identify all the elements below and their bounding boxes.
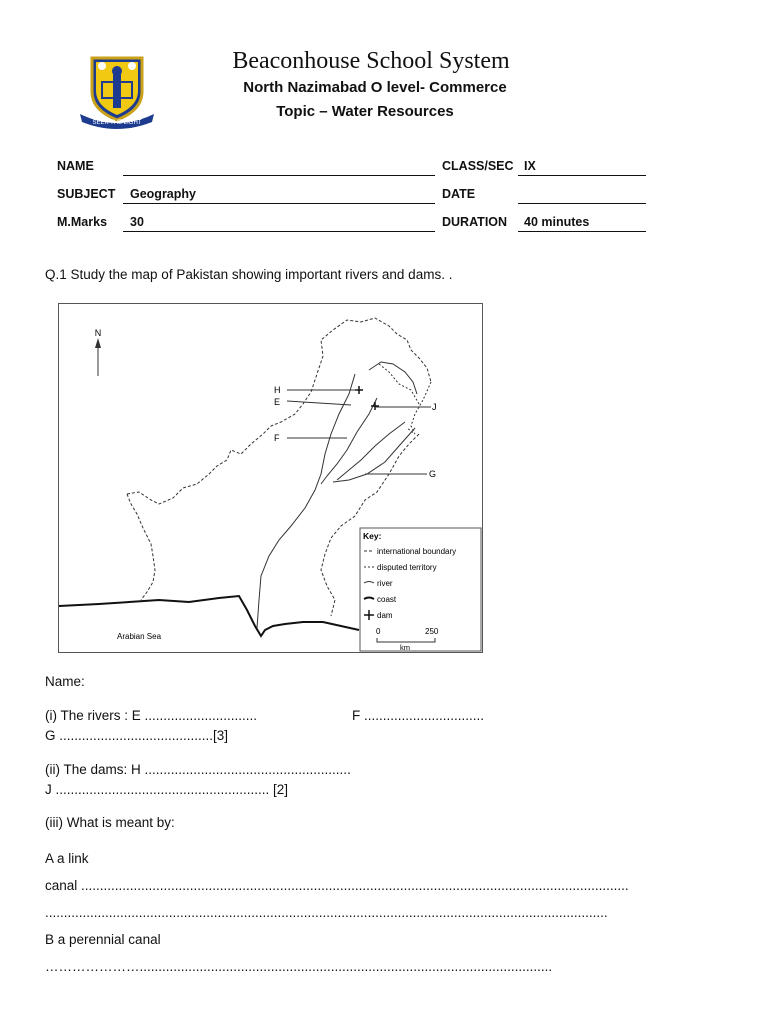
link-canal-answer[interactable]: canal .................................................................................................................................................. [45, 878, 629, 893]
campus-title: North Nazimabad O level- Commerce [243, 79, 507, 96]
link-canal-label: A a link [45, 851, 89, 866]
scale-250: 250 [425, 627, 439, 636]
school-name: Beaconhouse School System [232, 48, 510, 74]
class-field-line[interactable] [518, 175, 646, 176]
map-label-f: F [274, 433, 280, 443]
scale-unit: km [400, 643, 410, 652]
subject-value: Geography [130, 187, 196, 201]
name-prompt: Name: [45, 674, 85, 689]
key-item-0: international boundary [377, 547, 457, 556]
dams-line-2: J ......................................................... [2] [45, 782, 289, 797]
subject-label: SUBJECT [57, 187, 116, 201]
date-label: DATE [442, 187, 476, 201]
date-field-line[interactable] [518, 203, 646, 204]
question-1: Q.1 Study the map of Pakistan showing important rivers and dams. . [45, 267, 453, 282]
key-item-1: disputed territory [377, 563, 437, 572]
duration-value: 40 minutes [524, 215, 590, 229]
rivers-line-1b: F ................................ [352, 708, 485, 723]
map-label-h: H [274, 385, 281, 395]
rivers-line-2: G .........................................[3] [45, 728, 229, 743]
key-item-3: coast [377, 595, 397, 604]
marks-value: 30 [130, 215, 144, 229]
perennial-canal-label: B a perennial canal [45, 932, 161, 947]
north-label: N [94, 328, 102, 338]
key-item-4: dam [377, 611, 393, 620]
duration-label: DURATION [442, 215, 508, 229]
class-label: CLASS/SEC [442, 159, 514, 173]
map-label-e: E [274, 397, 281, 407]
name-label: NAME [57, 159, 94, 173]
class-value: IX [524, 159, 536, 173]
marks-label: M.Marks [57, 215, 108, 229]
perennial-canal-answer[interactable]: ………………….............................................................................................................. [45, 959, 553, 974]
marks-field-line[interactable] [123, 231, 435, 232]
svg-text:SEEK THE LIGHT: SEEK THE LIGHT [92, 120, 142, 126]
map-label-j: J [432, 402, 437, 412]
dams-line-1: (ii) The dams: H ....................................................... [45, 762, 351, 777]
name-field-line[interactable] [123, 175, 435, 176]
topic-title: Topic – Water Resources [276, 103, 454, 120]
meaning-prompt: (iii) What is meant by: [45, 815, 175, 830]
key-item-2: river [377, 579, 393, 588]
key-title: Key: [363, 531, 382, 541]
rivers-line-1a: (i) The rivers : E .............................. [45, 708, 258, 723]
pakistan-map [58, 303, 483, 653]
sea-label: Arabian Sea [117, 632, 162, 641]
map-label-g: G [429, 469, 437, 479]
scale-zero: 0 [376, 627, 381, 636]
subject-field-line[interactable] [123, 203, 435, 204]
duration-field-line[interactable] [518, 231, 646, 232]
link-canal-answer-2[interactable]: ...................................................................................................................................................... [45, 905, 608, 920]
